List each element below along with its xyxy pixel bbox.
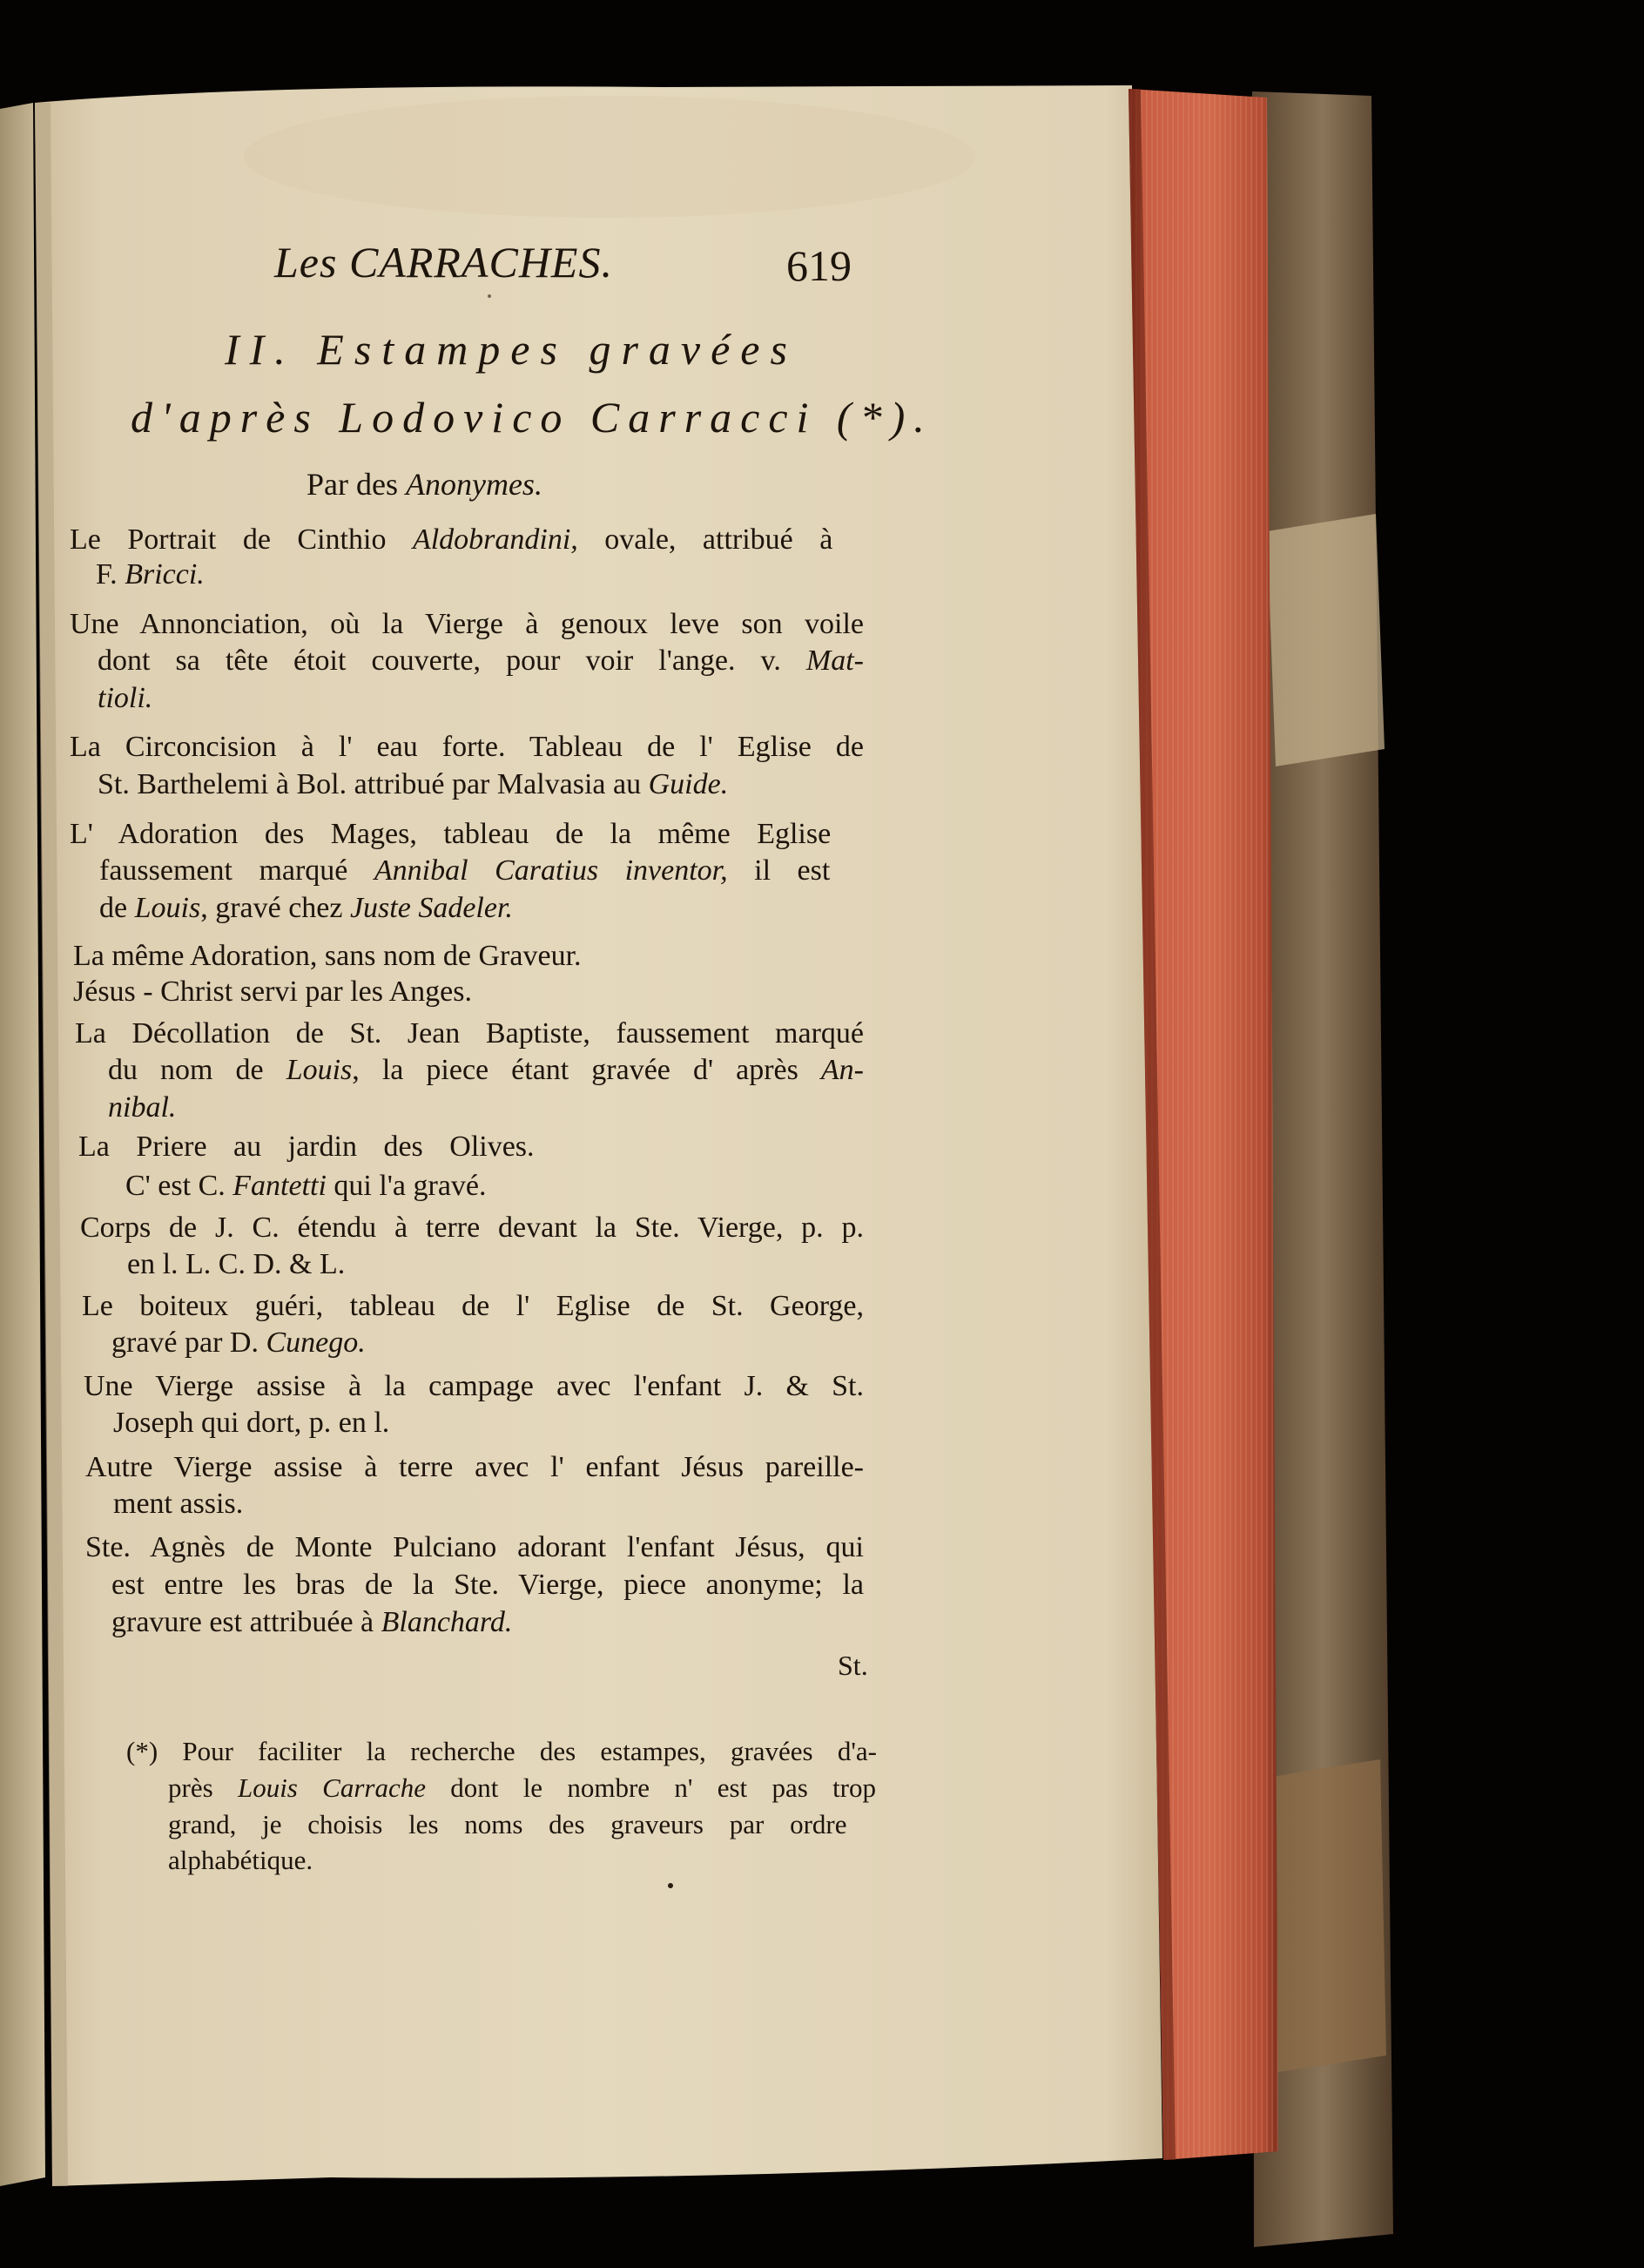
subheading	[307, 466, 542, 503]
text-run: qui l'a gravé.	[326, 1170, 487, 1202]
text-run: Le Portrait de Cinthio	[70, 523, 413, 556]
text-run: Autre Vierge assise à terre avec l' enfant Jésus pareille-	[85, 1451, 864, 1483]
section-heading-line-1: II. Estampes gravées	[225, 325, 798, 374]
text-run: Cunego.	[266, 1326, 366, 1359]
entry-line	[82, 1292, 864, 1321]
text-run: dont le nombre n' est pas trop	[426, 1772, 877, 1803]
text-run: F.	[96, 558, 125, 591]
entry-line	[73, 977, 472, 1007]
text-run: St. Barthelemi à Bol. attribué par Malvasia au	[98, 768, 649, 800]
text-run: en l. L. C. D. & L.	[127, 1248, 346, 1280]
entry-line	[111, 1328, 366, 1358]
text-run: La Circoncision à l' eau forte. Tableau de l' Eglise de	[70, 731, 864, 763]
text-run: L' Adoration des Mages, tableau de la même Eglise	[70, 818, 832, 850]
subheading-text: Par des	[307, 467, 398, 502]
entry-line	[75, 1019, 864, 1049]
text-run: Ste. Agnès de Monte Pulciano adorant l'enfant Jésus, qui	[85, 1531, 864, 1563]
entry-line	[70, 610, 864, 639]
text-run: Une Annonciation, où la Vierge à genoux leve son voile	[70, 608, 864, 640]
entry-line	[85, 1453, 864, 1482]
catchword: St.	[838, 1650, 868, 1681]
text-run: Fantetti	[232, 1170, 327, 1202]
page-number: 619	[786, 241, 852, 290]
text-run: Jésus - Christ servi par les Anges.	[73, 975, 473, 1008]
footnote-line	[168, 1846, 313, 1873]
text-run: ment assis.	[113, 1488, 244, 1520]
text-run: La Décollation de St. Jean Baptiste, faussement marqué	[75, 1017, 864, 1050]
text-run: Annibal Caratius inventor,	[374, 854, 728, 887]
entry-line	[98, 770, 728, 800]
entry-line	[99, 856, 830, 886]
entry-line	[80, 1213, 864, 1243]
section-heading-line-2: d'après Lodovico Carracci (*).	[131, 393, 933, 442]
running-title: Les CARRACHES.	[274, 238, 613, 287]
entry-line	[70, 732, 864, 762]
text-run: , gravé chez	[200, 892, 350, 924]
text-run: (*) Pour faciliter la recherche des estampes, gravées d'a-	[126, 1736, 877, 1766]
entry-line	[108, 1056, 864, 1085]
entry-line	[73, 942, 582, 971]
text-run: près	[168, 1772, 238, 1803]
entry-line	[78, 1132, 535, 1162]
entry-line	[113, 1408, 389, 1438]
footnote-line	[126, 1738, 877, 1765]
text-run: nibal.	[108, 1091, 177, 1124]
footnote-line	[168, 1774, 876, 1801]
text-run: Louis	[134, 892, 201, 924]
text-run: est entre les bras de la Ste. Vierge, piece anonyme; la	[111, 1569, 864, 1601]
entry-line	[70, 525, 832, 555]
text-run: alphabétique.	[168, 1845, 313, 1875]
entry-line	[70, 820, 831, 849]
text-run: Guide.	[648, 768, 729, 800]
subheading-italic: Anonymes.	[405, 467, 542, 502]
entry-line	[98, 684, 152, 713]
entry-line	[98, 646, 864, 676]
text-run: Mat-	[805, 645, 864, 677]
text-run: Joseph qui dort, p. en l.	[113, 1407, 390, 1439]
text-run: Louis	[286, 1054, 353, 1086]
entry-line	[111, 1570, 864, 1600]
text-run: Le boiteux guéri, tableau de l' Eglise de St. George,	[82, 1290, 864, 1322]
entry-line	[84, 1372, 864, 1401]
entry-line	[111, 1608, 512, 1637]
text-run: Aldobrandini,	[412, 523, 578, 556]
text-run: gravure est attribuée à	[111, 1606, 381, 1638]
text-run: C' est C.	[125, 1170, 233, 1202]
text-run: dont sa tête étoit couverte, pour voir l'ange. v.	[98, 645, 806, 677]
text-run: grand, je choisis les noms des graveurs par ordre	[168, 1809, 847, 1839]
text-run: Bricci.	[125, 558, 205, 591]
entry-line	[85, 1533, 864, 1563]
text-run: faussement marqué	[99, 854, 374, 887]
text-run: Blanchard.	[381, 1606, 513, 1638]
entry-line	[108, 1093, 176, 1123]
text-run: , la piece étant gravée d' après	[352, 1054, 821, 1086]
text-run: il est	[727, 854, 831, 887]
text-run: gravé par D.	[111, 1326, 266, 1359]
entry-line	[125, 1171, 487, 1201]
entry-line	[96, 560, 205, 590]
text-run: Une Vierge assise à la campage avec l'enfant J. & St.	[84, 1370, 864, 1402]
footnote-line	[168, 1811, 846, 1838]
text-run: de	[99, 892, 135, 924]
text-run: La même Adoration, sans nom de Graveur.	[73, 940, 582, 972]
entry-line	[99, 894, 513, 923]
text-run: An-	[820, 1054, 864, 1086]
text-run: tioli.	[98, 682, 153, 714]
text-run: du nom de	[108, 1054, 286, 1086]
text-run: ovale, attribué à	[577, 523, 833, 556]
text-run: Louis Carrache	[237, 1772, 426, 1803]
entry-line	[127, 1250, 345, 1279]
entry-line	[113, 1489, 243, 1519]
text-run: Corps de J. C. étendu à terre devant la Ste. Vierge, p. p.	[80, 1212, 864, 1244]
text-run: La Priere au jardin des Olives.	[78, 1131, 535, 1163]
text-run: Juste Sadeler.	[349, 892, 513, 924]
